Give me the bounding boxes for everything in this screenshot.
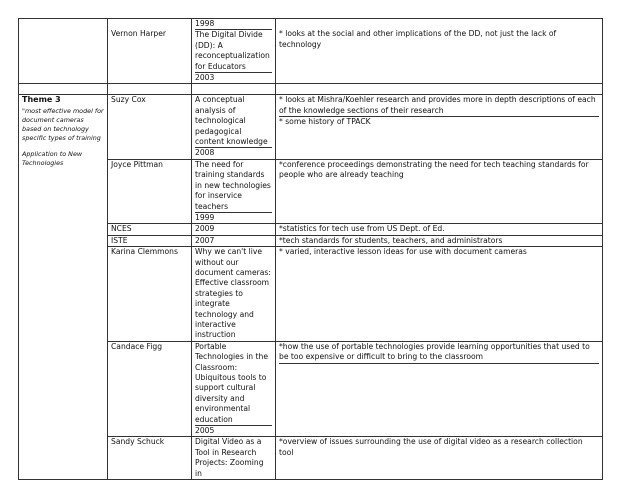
note-cell: * varied, interactive lesson ideas for use with document cameras [276,247,603,342]
year-text: 2003 [195,73,215,83]
references-table [18,18,603,480]
note-text: * looks at the social and other implications of the DD, not just the lack of technology [279,29,557,49]
theme-cell-empty [19,19,108,84]
note-cell: *overview of issues surrounding the use of digital video as a research collection tool [276,437,603,480]
author-cell: Suzy Cox [108,95,192,159]
title-cell [192,19,276,84]
title-cell [192,159,276,223]
spacer-cell [192,84,276,95]
author-cell: Joyce Pittman [108,159,192,223]
author-cell: NCES [108,224,192,235]
title-text: The Digital Divide (DD): A reconceptualization for Educators [195,30,272,73]
title-cell [192,95,276,159]
title-cell: 2007 [192,235,276,246]
note-cell: *tech standards for students, teachers, and administrators [276,235,603,246]
note-cell [276,19,603,84]
theme-cell [19,95,108,480]
table-row-cox [19,95,603,159]
note-cell: *statistics for tech use from US Dept. of Ed. [276,224,603,235]
author-cell: Sandy Schuck [108,437,192,480]
theme-application: Application to New Technologies [22,149,83,167]
note-text: * looks at Mishra/Koehler research and provides more in depth descriptions of each of the knowledge sections of their research [279,95,599,117]
theme-subtitle: "most effective model for document cameras based on technology specific types of training [22,106,104,143]
author-name: Vernon Harper [111,29,167,39]
table-row-harper [19,19,603,84]
note-cell [276,341,603,437]
title-text: The need for training standards in new technologies for inservice teachers [195,160,272,213]
author-cell [108,19,192,84]
title-text: Portable Technologies in the Classroom: Ubiquitous tools to support cultural diversity and environmental education [195,342,272,426]
year-text: 2005 [195,426,215,436]
title-cell: Digital Video as a Tool in Research Projects: Zooming in [192,437,276,480]
author-cell: Karina Clemmons [108,247,192,342]
title-cell [192,341,276,437]
note-cell [276,95,603,159]
spacer-cell [108,84,192,95]
author-cell: ISTE [108,235,192,246]
year-text: 2008 [195,148,215,158]
spacer-cell [19,84,108,95]
spacer-cell [276,84,603,95]
title-cell: Why we can't live without our document cameras: Effective classroom strategies to integrate technology and interactive instruction [192,247,276,342]
year-text: 1998 [195,19,272,30]
title-text: A conceptual analysis of technological pedagogical content knowledge [195,95,272,148]
note-cell: *conference proceedings demonstrating the need for tech teaching standards for people who are already teaching [276,159,603,223]
table-row-spacer [19,84,603,95]
theme-title: Theme 3 [22,95,61,105]
title-cell: 2009 [192,224,276,235]
author-cell: Candace Figg [108,341,192,437]
note-text: * some history of TPACK [279,117,371,127]
year-text: 1999 [195,212,215,222]
note-text: *how the use of portable technologies provide learning opportunities that used to be too expensive or difficult to bring to the classroom [279,342,599,364]
